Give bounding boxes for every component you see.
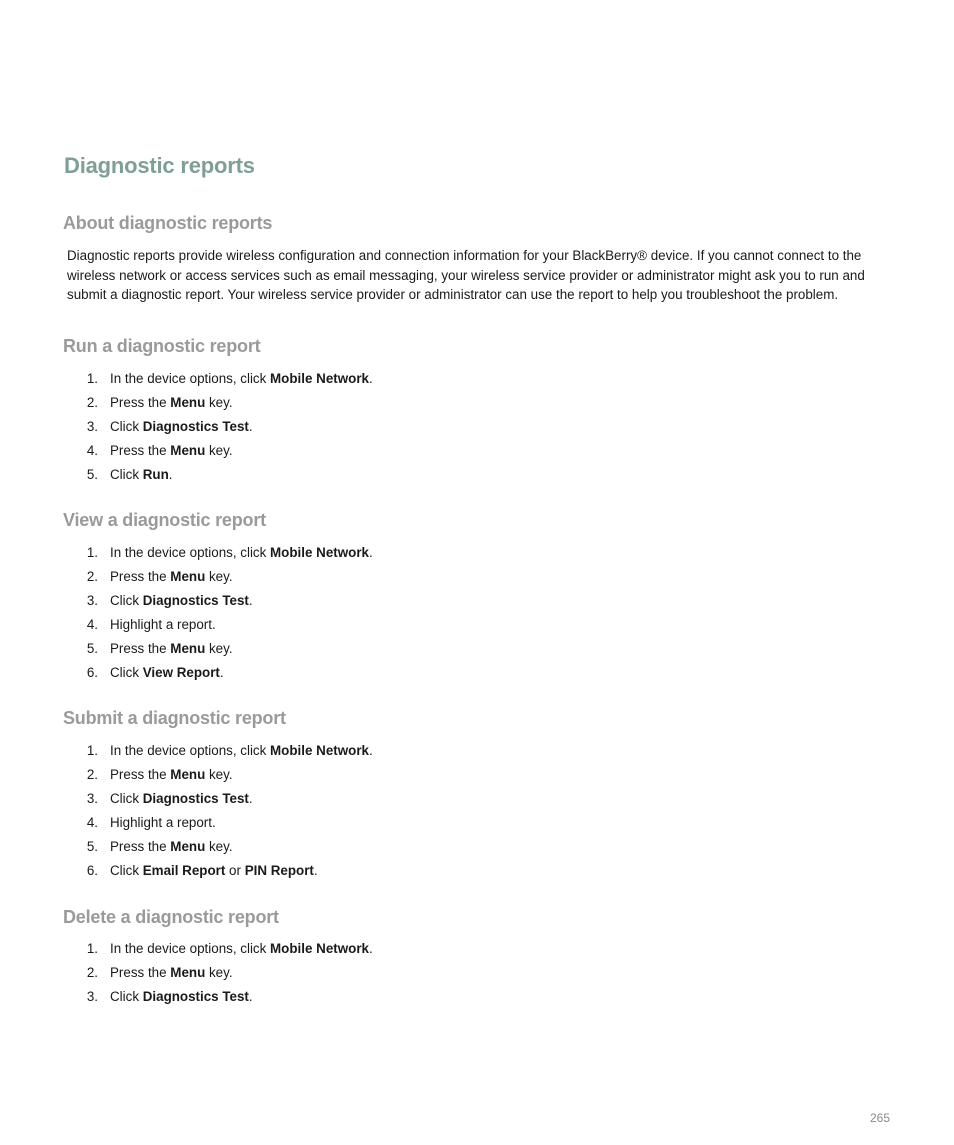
page-number: 265 — [869, 1111, 890, 1125]
step-number: 3. — [86, 989, 98, 1004]
ui-element-name: Menu — [170, 965, 206, 980]
step-number: 5. — [86, 641, 98, 656]
step-text — [110, 739, 373, 763]
step-text-segment: Highlight a report. — [110, 617, 216, 632]
step-number: 1. — [86, 941, 98, 956]
step-text-segment: Press the — [110, 641, 171, 656]
step-text-segment: Click — [110, 419, 143, 434]
step-number: 4. — [86, 617, 98, 632]
step-text-segment: key. — [205, 839, 233, 854]
step-text-segment: key. — [205, 443, 233, 458]
step-text-segment: Press the — [110, 569, 171, 584]
step-text — [110, 541, 373, 565]
step-number: 2. — [86, 965, 98, 980]
ui-element-name: PIN Report — [244, 863, 314, 878]
step-text — [110, 811, 216, 835]
step-text-segment: In the device options, click — [110, 941, 271, 956]
step-text-segment: In the device options, click — [110, 743, 271, 758]
ui-element-name: Diagnostics Test — [142, 419, 249, 434]
step-text-segment: Press the — [110, 839, 171, 854]
step-number: 3. — [86, 419, 98, 434]
step-text-segment: key. — [205, 641, 233, 656]
step-text — [110, 439, 233, 463]
ui-element-name: Mobile Network — [270, 743, 369, 758]
step-text-segment: . — [368, 371, 373, 386]
step-text-segment: Click — [110, 665, 143, 680]
step-text-segment: . — [219, 665, 224, 680]
step-text — [110, 391, 233, 415]
section-heading-delete: Delete a diagnostic report — [63, 907, 279, 927]
step-number: 2. — [86, 569, 98, 584]
ui-element-name: Menu — [170, 641, 206, 656]
ui-element-name: Menu — [170, 767, 206, 782]
step-text-segment: . — [248, 989, 253, 1004]
step-text — [110, 415, 253, 439]
step-text-segment: . — [313, 863, 318, 878]
step-text — [110, 787, 253, 811]
step-text — [110, 463, 173, 487]
step-text-segment: . — [248, 419, 253, 434]
step-text-segment: Press the — [110, 767, 171, 782]
step-number: 3. — [86, 593, 98, 608]
step-text-segment: . — [248, 593, 253, 608]
step-text-segment: . — [168, 467, 173, 482]
step-text — [110, 565, 233, 589]
ui-element-name: Mobile Network — [270, 371, 369, 386]
step-text — [110, 613, 216, 637]
step-number: 1. — [86, 371, 98, 386]
step-text-segment: . — [248, 791, 253, 806]
step-number: 1. — [86, 743, 98, 758]
step-number: 4. — [86, 443, 98, 458]
ui-element-name: View Report — [142, 665, 220, 680]
step-text-segment: Click — [110, 467, 143, 482]
step-text-segment: Click — [110, 989, 143, 1004]
step-text-segment: . — [368, 545, 373, 560]
step-text-segment: Highlight a report. — [110, 815, 216, 830]
section-heading-submit: Submit a diagnostic report — [63, 708, 286, 728]
section-heading-about: About diagnostic reports — [63, 213, 273, 233]
step-text — [110, 589, 253, 613]
step-text-segment: Click — [110, 791, 143, 806]
step-text-segment: In the device options, click — [110, 545, 271, 560]
step-text — [110, 985, 253, 1009]
step-number: 6. — [86, 863, 98, 878]
step-text — [110, 661, 224, 685]
step-number: 2. — [86, 767, 98, 782]
ui-element-name: Run — [142, 467, 169, 482]
step-text-segment: Click — [110, 863, 143, 878]
step-text — [110, 763, 233, 787]
step-number: 3. — [86, 791, 98, 806]
ui-element-name: Menu — [170, 443, 206, 458]
step-number: 5. — [86, 839, 98, 854]
ui-element-name: Diagnostics Test — [142, 791, 249, 806]
step-number: 6. — [86, 665, 98, 680]
step-text-segment: Click — [110, 593, 143, 608]
step-text-segment: Press the — [110, 965, 171, 980]
step-number: 2. — [86, 395, 98, 410]
ui-element-name: Mobile Network — [270, 941, 369, 956]
step-text-segment: key. — [205, 767, 233, 782]
step-text-segment: key. — [205, 965, 233, 980]
step-number: 4. — [86, 815, 98, 830]
ui-element-name: Menu — [170, 839, 206, 854]
step-text-segment: key. — [205, 395, 233, 410]
ui-element-name: Menu — [170, 395, 206, 410]
step-number: 5. — [86, 467, 98, 482]
ui-element-name: Mobile Network — [270, 545, 369, 560]
ui-element-name: Email Report — [142, 863, 226, 878]
step-text-segment: key. — [205, 569, 233, 584]
step-text — [110, 937, 373, 961]
ui-element-name: Diagnostics Test — [142, 989, 249, 1004]
ui-element-name: Diagnostics Test — [142, 593, 249, 608]
step-text — [110, 835, 233, 859]
step-text — [110, 961, 233, 985]
ui-element-name: Menu — [170, 569, 206, 584]
step-text-segment: Press the — [110, 395, 171, 410]
step-text-segment: . — [368, 743, 373, 758]
step-text — [110, 367, 373, 391]
step-text — [110, 859, 318, 883]
step-text-segment: or — [225, 863, 245, 878]
step-text-segment: In the device options, click — [110, 371, 271, 386]
step-text-segment: Press the — [110, 443, 171, 458]
step-text — [110, 637, 233, 661]
about-paragraph: Diagnostic reports provide wireless configuration and connection information for your BlackBerry® device. If you cannot connect to the wireless network or access services such as email messaging, your wireless service provider or administrator might ask you to run and submit a diagnostic report. Your wireless service provider or administrator can use the report to help you troubleshoot the problem. — [67, 248, 865, 302]
step-text-segment: . — [368, 941, 373, 956]
section-heading-view: View a diagnostic report — [63, 510, 266, 530]
page-title: Diagnostic reports — [64, 153, 255, 178]
section-heading-run: Run a diagnostic report — [63, 336, 261, 356]
step-number: 1. — [86, 545, 98, 560]
